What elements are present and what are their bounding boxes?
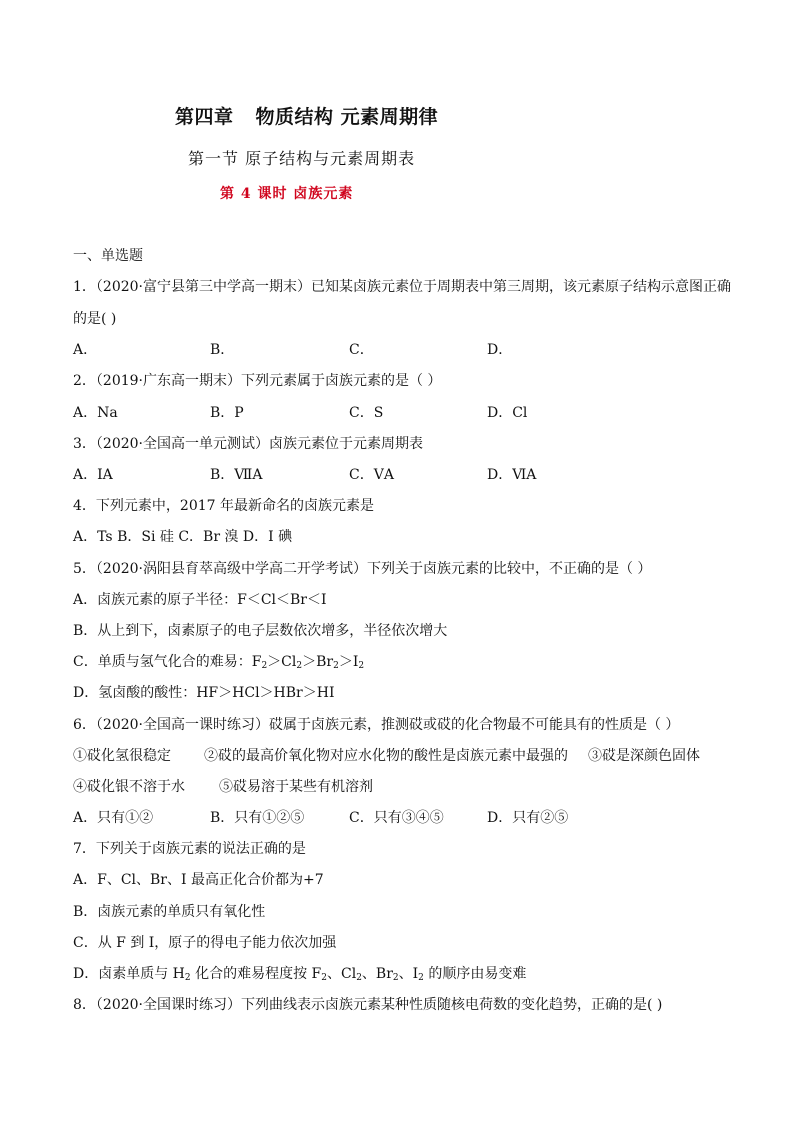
question-2-option-a[interactable]: A．Na <box>73 405 118 421</box>
question-6-option-a[interactable]: A．只有①② <box>73 810 154 826</box>
question-5-option-a[interactable]: A．卤族元素的原子半径：F＜Cl＜Br＜I <box>73 592 327 608</box>
question-2-option-c[interactable]: C．S <box>349 405 384 421</box>
question-7-option-a[interactable]: A．F、Cl、Br、I 最高正化合价都为+7 <box>73 872 324 888</box>
question-5-option-c[interactable]: C．单质与氢气化合的难易：$F_2>Cl_2>Br_2>I_2$ <box>73 654 365 671</box>
question-3-option-d[interactable]: D．ⅥA <box>487 467 537 483</box>
question-6-statement-3: ③砹是深颜色固体 <box>588 748 700 764</box>
lesson-title: 第 4 课时 卤族元素 <box>220 186 354 202</box>
section-heading: 一、单选题 <box>73 248 143 264</box>
question-3-option-a[interactable]: A．ⅠA <box>73 467 113 483</box>
question-7-option-b[interactable]: B．卤族元素的单质只有氧化性 <box>73 904 266 920</box>
question-3-option-b[interactable]: B．ⅦA <box>210 467 263 483</box>
question-6-stem: 6．（2020·全国高一课时练习）砹属于卤族元素，推测砹或砹的化合物最不可能具有的性质是（ ） <box>73 717 680 733</box>
question-1-option-a[interactable]: A． <box>73 342 98 358</box>
question-4-stem: 4．下列元素中，2017 年最新命名的卤族元素是 <box>73 498 374 514</box>
question-1-stem-line1: 1．（2020·富宁县第三中学高一期末）已知某卤族元素位于周期表中第三周期，该元素原子结构示意图正确 <box>73 279 731 295</box>
question-7-option-d[interactable]: D．卤素单质与 $H_2$ 化合的难易程度按 $F_2$、$Cl_2$、$Br_2$、$I_2$ 的顺序由易变难 <box>73 966 527 983</box>
question-4-options[interactable]: A．Ts B．Si 硅 C．Br 溴 D．I 碘 <box>73 529 293 545</box>
question-1-stem-line2: 的是( ) <box>73 311 117 327</box>
question-7-option-c[interactable]: C．从 F 到 I，原子的得电子能力依次加强 <box>73 935 337 951</box>
question-3-option-c[interactable]: C．ⅤA <box>349 467 394 483</box>
question-6-option-c[interactable]: C．只有③④⑤ <box>349 810 444 826</box>
question-1-option-d[interactable]: D． <box>487 342 513 358</box>
question-1-option-c[interactable]: C． <box>349 342 374 358</box>
question-6-option-b[interactable]: B．只有①②⑤ <box>210 810 305 826</box>
question-5-stem: 5．（2020·涡阳县育萃高级中学高二开学考试）下列关于卤族元素的比较中，不正确的是（ ） <box>73 561 652 577</box>
question-6-statement-1: ①砹化氢很稳定 <box>73 748 171 764</box>
chapter-name: 物质结构 元素周期律 <box>255 106 439 128</box>
question-6-statement-4: ④砹化银不溶于水 <box>73 779 185 795</box>
chapter-title <box>175 102 438 129</box>
question-8-stem: 8．（2020·全国课时练习）下列曲线表示卤族元素某种性质随核电荷数的变化趋势，正确的是( ) <box>73 997 663 1013</box>
question-5-option-d[interactable]: D．氢卤酸的酸性：HF＞HCl＞HBr＞HI <box>73 685 335 701</box>
question-3-stem: 3．（2020·全国高一单元测试）卤族元素位于元素周期表 <box>73 436 423 452</box>
question-6-statement-2: ②砹的最高价氧化物对应水化物的酸性是卤族元素中最强的 <box>204 748 568 764</box>
question-7-stem: 7．下列关于卤族元素的说法正确的是 <box>73 841 306 857</box>
question-2-option-b[interactable]: B．P <box>210 405 244 421</box>
question-5-option-b[interactable]: B．从上到下，卤素原子的电子层数依次增多，半径依次增大 <box>73 623 448 639</box>
question-2-stem: 2．（2019·广东高一期末）下列元素属于卤族元素的是（ ） <box>73 373 442 389</box>
chapter-number: 第四章 <box>175 106 234 128</box>
question-6-statement-5: ⑤砹易溶于某些有机溶剂 <box>219 779 373 795</box>
question-2-option-d[interactable]: D．Cl <box>487 405 528 421</box>
section-title: 第一节 原子结构与元素周期表 <box>188 149 416 168</box>
question-6-option-d[interactable]: D．只有②⑤ <box>487 810 569 826</box>
question-1-option-b[interactable]: B． <box>210 342 235 358</box>
